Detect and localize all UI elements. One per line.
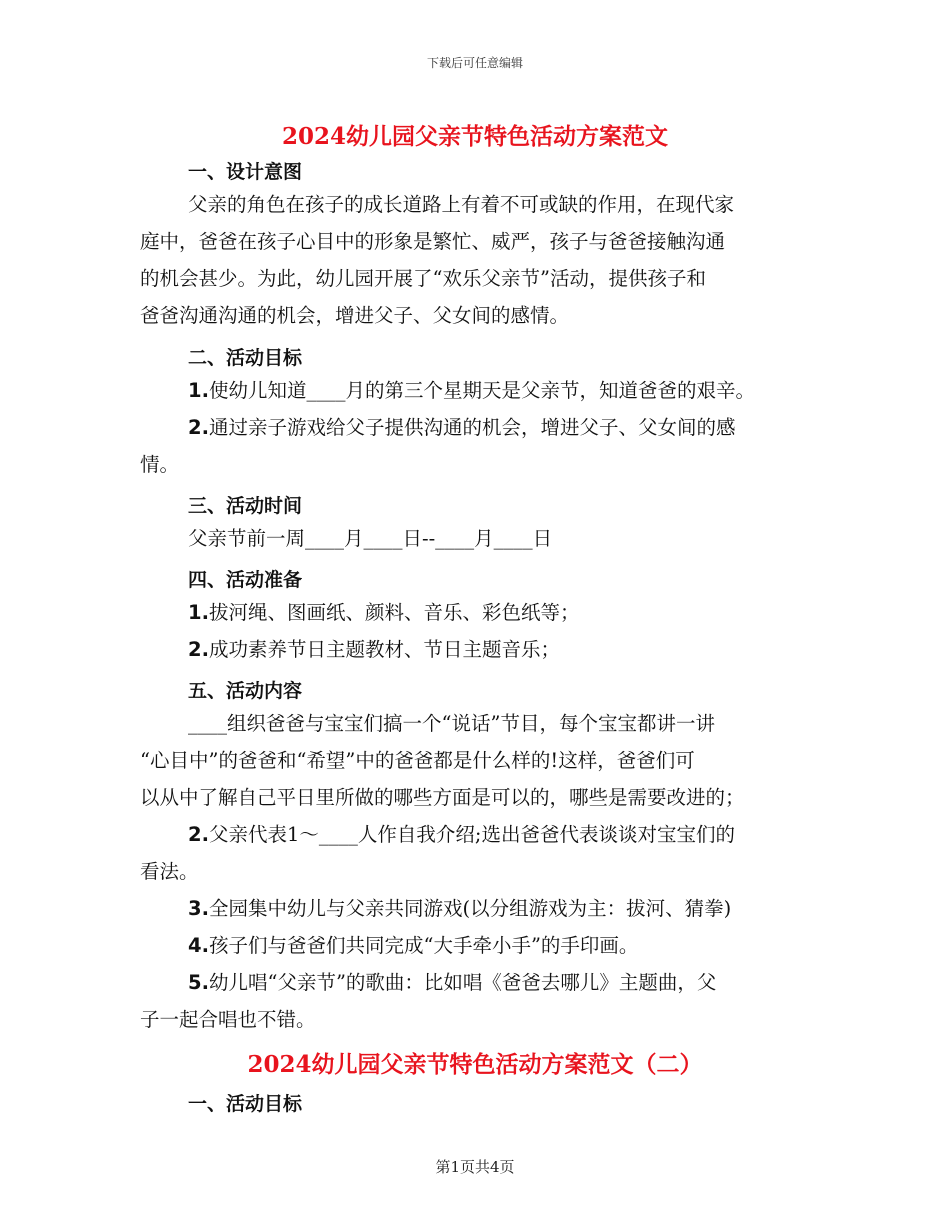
item-text: 孩子们与爸爸们共同完成“大手牵小手”的手印画。 [208, 934, 639, 957]
text-line: 庭中，爸爸在孩子心目中的形象是繁忙、威严，孩子与爸爸接触沟通 [140, 230, 726, 253]
item-text: 父亲代表1～____人作自我介绍;选出爸爸代表谈谈对宝宝们的 [208, 823, 735, 846]
text-line: 看法。 [140, 860, 199, 883]
item-text: 成功素养节日主题教材、节日主题音乐； [208, 638, 560, 661]
list-item [140, 409, 820, 446]
text-line: 情。 [140, 453, 180, 476]
list-item [140, 372, 820, 409]
item-number: 2. [188, 638, 209, 661]
text-line: “心目中”的爸爸和“希望”中的爸爸都是什么样的!这样，爸爸们可 [140, 749, 695, 772]
paragraph-design-intent [140, 186, 820, 334]
list-activity-content [140, 705, 820, 1038]
item-text: 拔河绳、图画纸、颜料、音乐、彩色纸等； [208, 601, 580, 624]
list-item [140, 594, 820, 631]
text-line: ____组织爸爸与宝宝们搞一个“说话”节目，每个宝宝都讲一讲 [188, 712, 715, 735]
paragraph-activity-time [140, 520, 820, 557]
list-item [140, 631, 820, 668]
document-title-part-two: 2024幼儿园父亲节特色活动方案范文（二） [247, 1051, 703, 1078]
section-heading-activity-goals-part-two: 一、活动目标 [188, 1093, 303, 1115]
item-text: 使幼儿知道____月的第三个星期天是父亲节，知道爸爸的艰辛。 [208, 379, 755, 402]
section-heading-activity-content: 五、活动内容 [188, 680, 303, 702]
page-footer: 第1页共4页 [435, 1158, 515, 1176]
item-number: 1. [188, 379, 209, 402]
item-number: 2. [188, 823, 209, 846]
list-item [140, 816, 820, 853]
item-text: 通过亲子游戏给父子提供沟通的机会，增进父子、父女间的感 [208, 416, 736, 439]
list-item [140, 890, 820, 927]
item-number: 3. [188, 897, 209, 920]
text-line: 父亲节前一周____月____日--____月____日 [188, 527, 553, 550]
text-line: 爸爸沟通沟通的机会，增进父子、父女间的感情。 [140, 304, 570, 327]
section-heading-activity-time: 三、活动时间 [188, 495, 303, 517]
list-activity-goals [140, 372, 820, 483]
document-title: 2024幼儿园父亲节特色活动方案范文 [281, 123, 668, 150]
item-number: 4. [188, 934, 209, 957]
section-heading-activity-goals: 二、活动目标 [188, 347, 303, 369]
text-line: 父亲的角色在孩子的成长道路上有着不可或缺的作用，在现代家 [188, 193, 735, 216]
header-note: 下载后可任意编辑 [426, 56, 523, 70]
list-preparation [140, 594, 820, 668]
text-line: 的机会甚少。为此，幼儿园开展了“欢乐父亲节”活动，提供孩子和 [140, 267, 706, 290]
list-item [140, 927, 820, 964]
list-item [140, 964, 820, 1001]
item-text: 全园集中幼儿与父亲共同游戏(以分组游戏为主：拔河、猜拳) [208, 897, 732, 920]
item-number: 2. [188, 416, 209, 439]
text-line: 子一起合唱也不错。 [140, 1008, 316, 1031]
item-number: 5. [188, 971, 209, 994]
section-heading-design-intent: 一、设计意图 [188, 161, 303, 183]
item-text: 幼儿唱“父亲节”的歌曲：比如唱《爸爸去哪儿》主题曲，父 [208, 971, 717, 994]
item-number: 1. [188, 601, 209, 624]
section-heading-preparation: 四、活动准备 [188, 569, 303, 591]
text-line: 以从中了解自己平日里所做的哪些方面是可以的，哪些是需要改进的； [140, 786, 745, 809]
